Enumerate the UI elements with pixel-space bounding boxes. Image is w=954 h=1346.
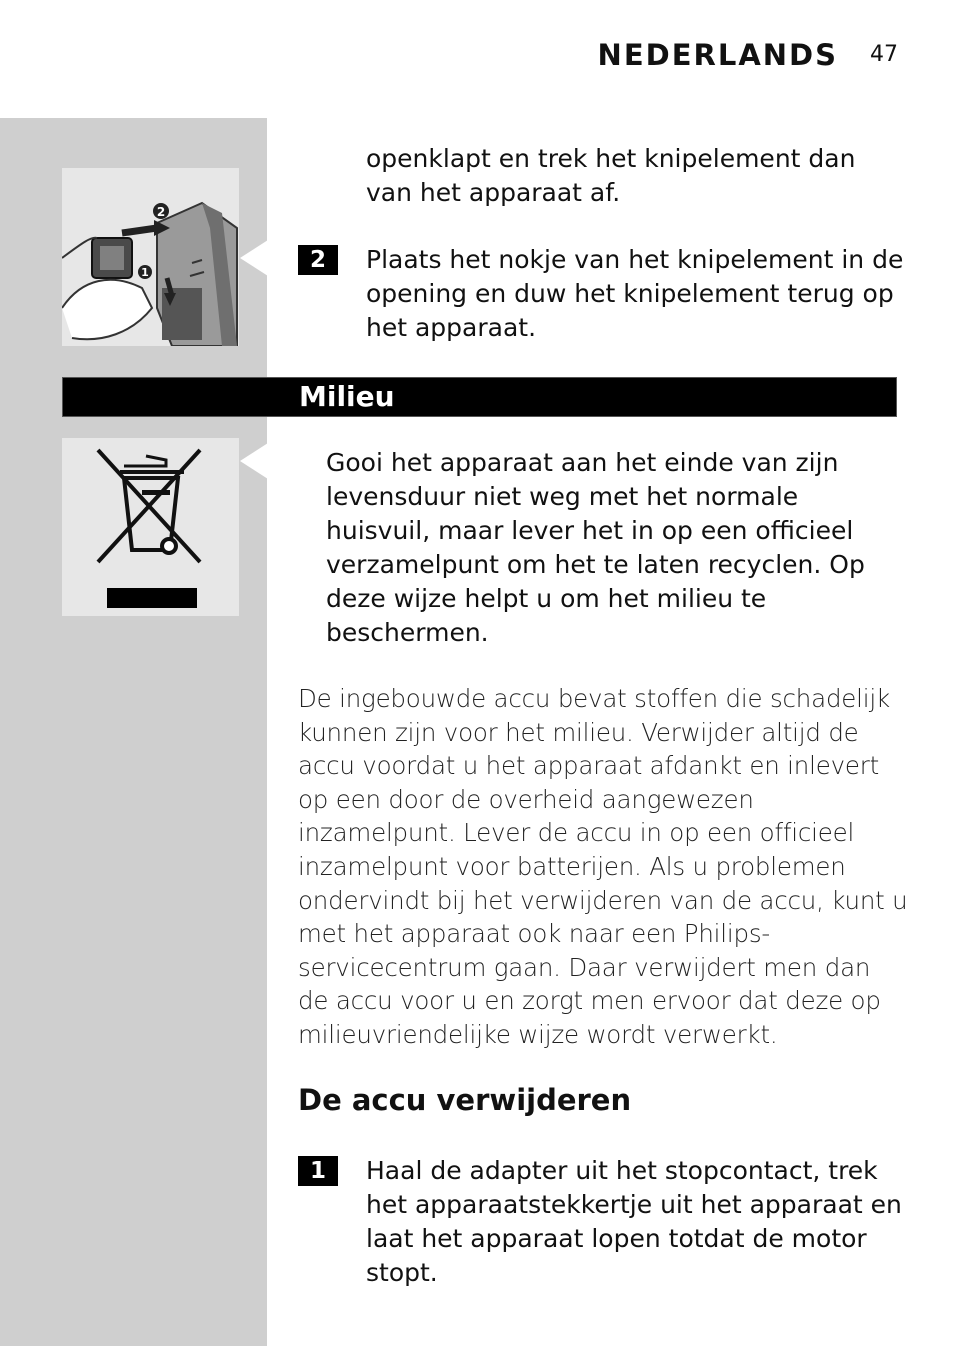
- header-language: NEDERLANDS: [597, 38, 838, 72]
- section-header-bar: [62, 377, 897, 417]
- illustration-marker-2: 2: [156, 205, 166, 219]
- trimmer-illustration-icon: [62, 168, 239, 346]
- step-number-2: 2: [298, 245, 338, 275]
- illustration-pointer: [240, 240, 268, 276]
- page-number: 47: [870, 42, 898, 67]
- weee-pointer: [240, 443, 268, 479]
- continued-paragraph: openklapt en trek het knipelement dan van het apparaat af.: [366, 144, 856, 207]
- illustration-marker-1: 1: [141, 266, 149, 279]
- step-1-text: Haal de adapter uit het stopcontact, trek het apparaatstekkertje uit het apparaat en laat het apparaat lopen totdat de motor stopt.: [366, 1156, 902, 1287]
- milieu-paragraph: Gooi het apparaat aan het einde van zijn levensduur niet weg met het normale huisvuil, maar lever het in op een officieel verzamelpunt om het te laten recyclen. Op deze wijze helpt u om het milieu te beschermen.: [326, 448, 865, 647]
- subheading-remove-battery: De accu verwijderen: [298, 1083, 632, 1117]
- trimmer-illustration: [62, 168, 239, 346]
- section-title: Milieu: [299, 380, 395, 413]
- step-2-text: Plaats het nokje van het knipelement in de opening en duw het knipelement terug op het apparaat.: [366, 245, 904, 342]
- crossed-out-wheelie-bin-icon: [62, 438, 239, 616]
- weee-symbol-box: [62, 438, 239, 616]
- battery-paragraph: De ingebouwde accu bevat stoffen die schadelijk kunnen zijn voor het milieu. Verwijder altijd de accu voordat u het apparaat afdankt en inlevert op een door de overheid aangewezen inzamelpunt. Lever de accu in op een officieel inzamelpunt voor batterijen. Als u problemen ondervindt bij het verwijderen van de accu, kunt u met het apparaat ook naar een Philips-servicecentrum gaan. Daar verwijdert men dan de accu voor u en zorgt men ervoor dat deze op milieuvriendelijke wijze wordt verwerkt.: [298, 684, 908, 1049]
- step-number-1: 1: [298, 1156, 338, 1186]
